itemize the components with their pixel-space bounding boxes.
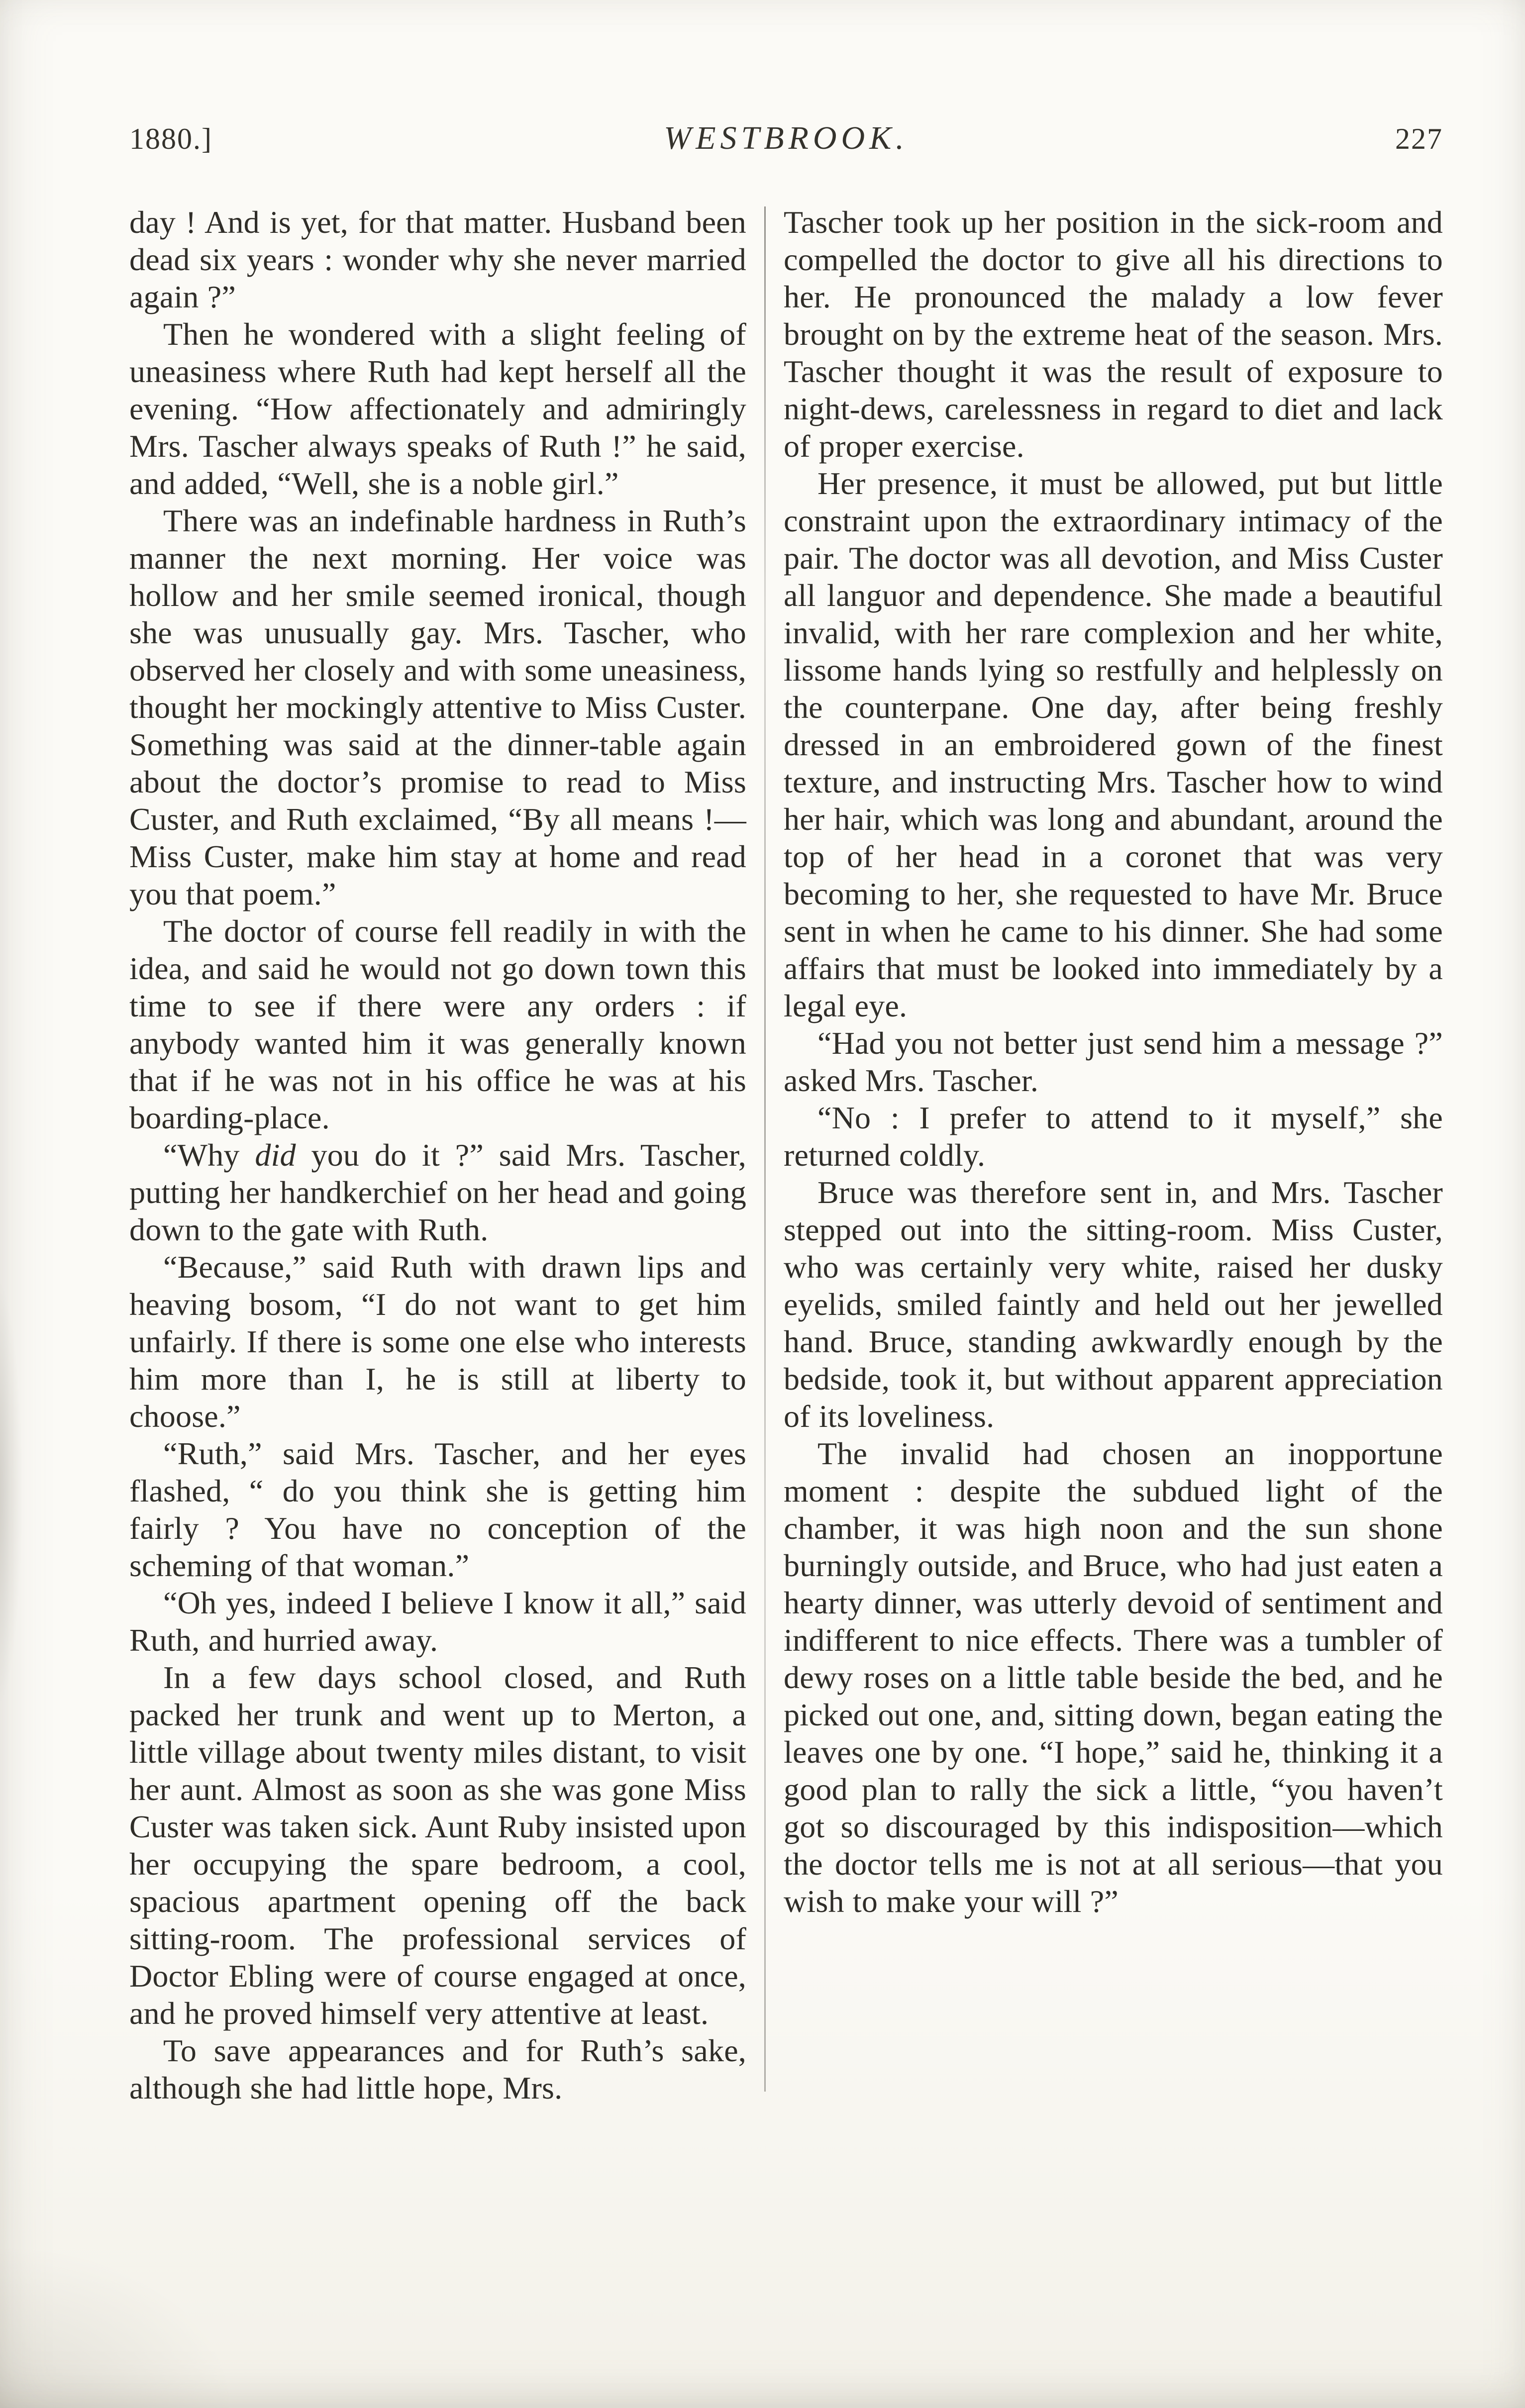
- page-number: 227: [1395, 122, 1443, 155]
- paragraph: To save appearances and for Ruth’s sake, although she had little hope, Mrs.: [129, 2033, 746, 2106]
- scan-smudge: [0, 1274, 23, 1711]
- paragraph: day ! And is yet, for that matter. Husband been dead six years : wonder why she never married again ?”: [129, 204, 746, 314]
- paragraph: [129, 1136, 746, 1248]
- paragraph: “Because,” said Ruth with drawn lips and heaving bosom, “I do not want to get him unfairly. If there is some one else who interests him more than I, he is still at liberty to choose.”: [129, 1249, 746, 1434]
- paragraph: Tascher took up her position in the sick-room and compelled the doctor to give all his directions to her. He pronounced the malady a low fever brought on by the extreme heat of the season. Mrs. Tascher thought it was the result of exposure to night-dews, carelessness in regard to diet and lack of proper exercise.: [784, 204, 1443, 464]
- paragraph: “Ruth,” said Mrs. Tascher, and her eyes flashed, “ do you think she is getting him fairly ? You have no conception of the scheming of that woman.”: [129, 1436, 746, 1583]
- paragraph-text: “Why: [163, 1137, 255, 1173]
- right-column: [784, 203, 1443, 2107]
- running-title: WESTBROOK.: [664, 120, 909, 156]
- paragraph: “No : I prefer to attend to it myself,” she returned coldly.: [784, 1100, 1443, 1173]
- header-date: 1880.]: [129, 122, 212, 155]
- running-head: [129, 122, 1443, 155]
- paragraph: “Had you not better just send him a message ?” asked Mrs. Tascher.: [784, 1025, 1443, 1098]
- paragraph-text: you do it ?” said Mrs. Tascher, putting her handkerchief on her head and going down to the gate with Ruth.: [129, 1137, 746, 1247]
- paragraph: The invalid had chosen an inopportune moment : despite the subdued light of the chamber, it was high noon and the sun shone burningly outside, and Bruce, who had just eaten a hearty dinner, was utterly devoid of sentiment and indifferent to nice effects. There was a tumbler of dewy roses on a little table beside the bed, and he picked out one, and, sitting down, began eating the leaves one by one. “I hope,” said he, thinking it a good plan to rally the sick a little, “you haven’t got so discouraged by this indisposition—which the doctor tells me is not at all serious—that you wish to make your will ?”: [784, 1436, 1443, 1919]
- column-rule: [764, 206, 766, 2092]
- scan-smudge: [0, 2249, 229, 2408]
- left-column: [129, 203, 746, 2107]
- paragraph: Her presence, it must be allowed, put but little constraint upon the extraordinary intimacy of the pair. The doctor was all devotion, and Miss Custer all languor and dependence. She made a beautiful invalid, with her rare complexion and her white, lissome hands lying so restfully and helplessly on the counterpane. One day, after being freshly dressed in an embroidered gown of the finest texture, and instructing Mrs. Tascher how to wind her hair, which was long and abundant, around the top of her head in a coronet that was very becoming to her, she requested to have Mr. Bruce sent in when he came to his dinner. She had some affairs that must be looked into immediately by a legal eye.: [784, 466, 1443, 1023]
- paragraph: In a few days school closed, and Ruth packed her trunk and went up to Merton, a little village about twenty miles distant, to visit her aunt. Almost as soon as she was gone Miss Custer was taken sick. Aunt Ruby insisted upon her occupying the spare bedroom, a cool, spacious apartment opening off the back sitting-room. The professional services of Doctor Ebling were of course engaged at once, and he proved himself very attentive at least.: [129, 1660, 746, 2031]
- paragraph: Then he wondered with a slight feeling of uneasiness where Ruth had kept herself all the evening. “How affectionately and admiringly Mrs. Tascher always speaks of Ruth !” he said, and added, “Well, she is a noble girl.”: [129, 316, 746, 501]
- paragraph: Bruce was therefore sent in, and Mrs. Tascher stepped out into the sitting-room. Miss Custer, who was certainly very white, raised her dusky eyelids, smiled faintly and held out her jewelled hand. Bruce, standing awkwardly enough by the bedside, took it, but without apparent appreciation of its loveliness.: [784, 1175, 1443, 1434]
- text-columns: [129, 203, 1443, 2107]
- paragraph: “Oh yes, indeed I believe I know it all,” said Ruth, and hurried away.: [129, 1585, 746, 1658]
- italic-word: did: [255, 1137, 296, 1173]
- paragraph: The doctor of course fell readily in with the idea, and said he would not go down town this time to see if there were any orders : if anybody wanted him it was generally known that if he was not in his office he was at his boarding-place.: [129, 913, 746, 1135]
- paragraph: There was an indefinable hardness in Ruth’s manner the next morning. Her voice was hollow and her smile seemed ironical, though she was unusually gay. Mrs. Tascher, who observed her closely and with some uneasiness, thought her mockingly attentive to Miss Custer. Something was said at the dinner-table again about the doctor’s promise to read to Miss Custer, and Ruth exclaimed, “By all means !—Miss Custer, make him stay at home and read you that poem.”: [129, 503, 746, 911]
